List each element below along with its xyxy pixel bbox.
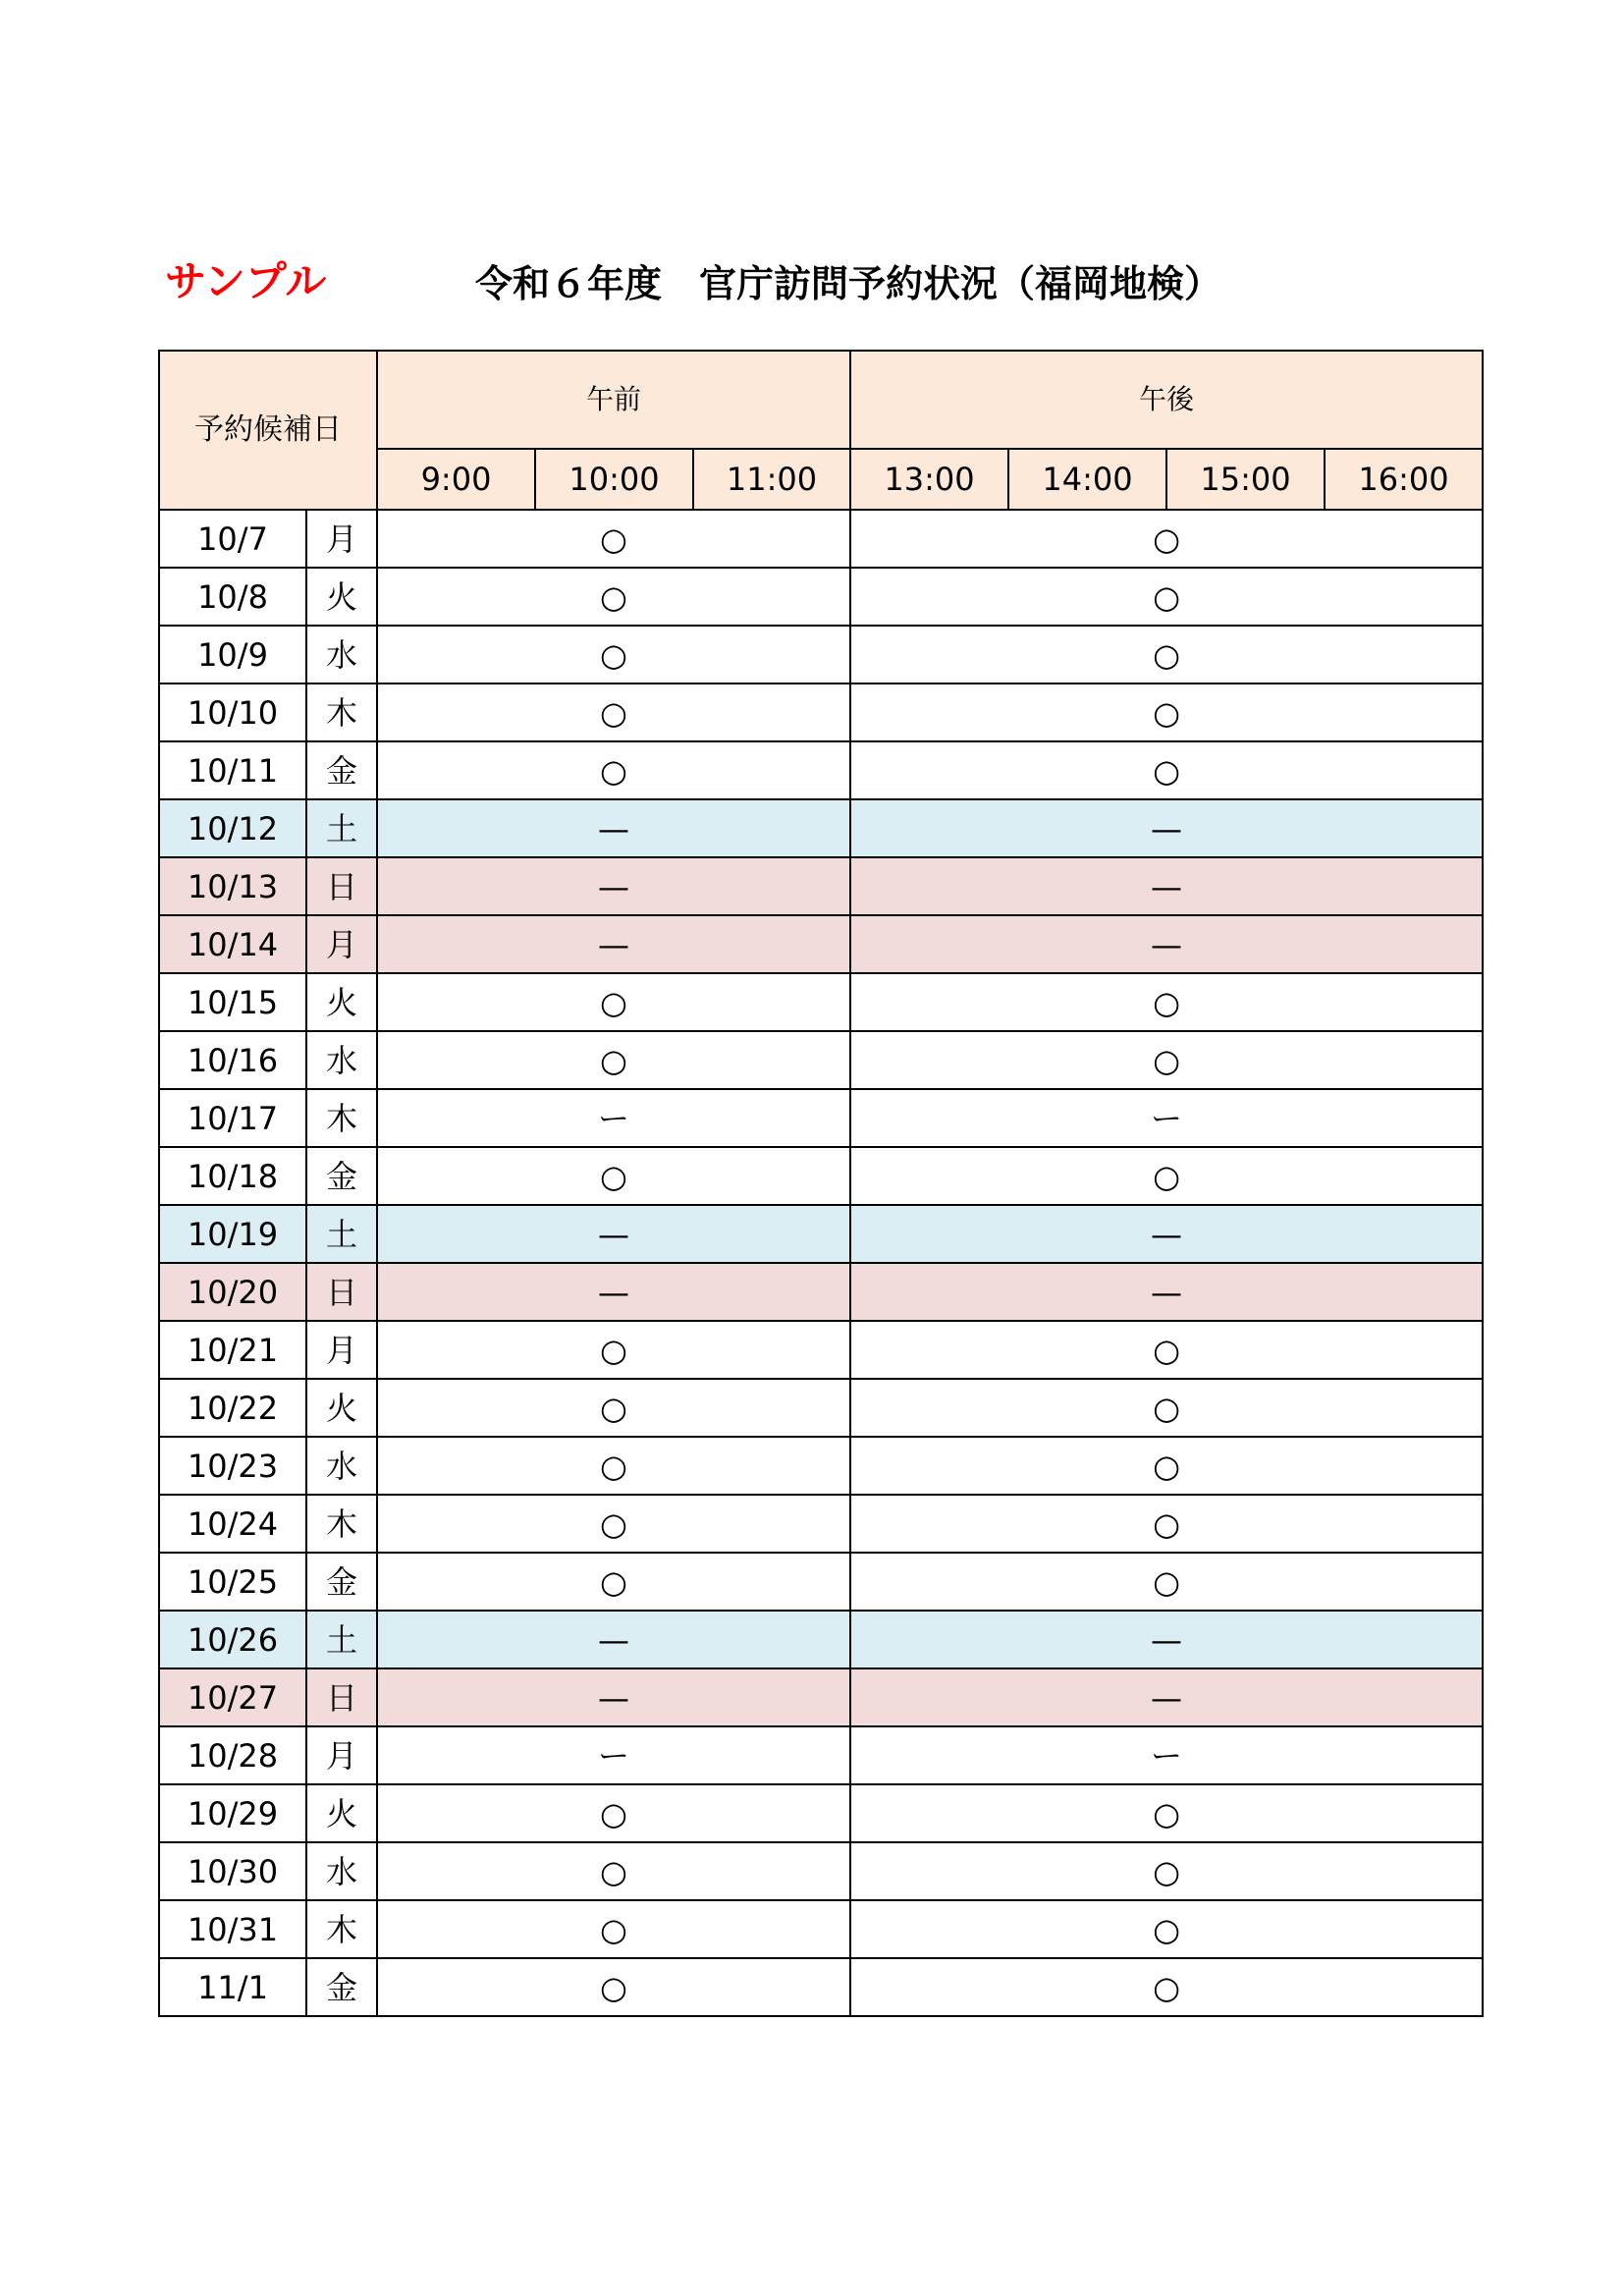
- weekday-cell: 日: [306, 1668, 377, 1726]
- date-cell: 10/13: [159, 857, 306, 915]
- afternoon-status-cell: ○: [850, 973, 1483, 1031]
- date-cell: 10/11: [159, 741, 306, 799]
- morning-status-cell: ○: [377, 1379, 850, 1437]
- table-row: [159, 683, 1483, 741]
- weekday-cell: 月: [306, 1726, 377, 1784]
- table-row: [159, 1611, 1483, 1668]
- date-cell: 10/25: [159, 1553, 306, 1611]
- weekday-cell: 水: [306, 1437, 377, 1495]
- afternoon-status-cell: ○: [850, 1553, 1483, 1611]
- table-row: [159, 510, 1483, 568]
- table-row: [159, 857, 1483, 915]
- weekday-cell: 月: [306, 510, 377, 568]
- date-cell: 10/14: [159, 915, 306, 973]
- table-row: [159, 1784, 1483, 1842]
- date-cell: 10/10: [159, 683, 306, 741]
- weekday-cell: 水: [306, 1031, 377, 1089]
- weekday-cell: 火: [306, 1784, 377, 1842]
- sample-label: サンプル: [165, 257, 327, 305]
- morning-status-cell: ○: [377, 1900, 850, 1958]
- date-cell: 10/19: [159, 1205, 306, 1263]
- date-cell: 10/8: [159, 568, 306, 626]
- afternoon-status-cell: —: [850, 799, 1483, 857]
- header-time-1600: 16:00: [1325, 449, 1483, 510]
- schedule-body: [159, 510, 1483, 2016]
- date-cell: 10/16: [159, 1031, 306, 1089]
- header-time-0900: 9:00: [377, 449, 535, 510]
- table-row: [159, 1958, 1483, 2016]
- date-cell: 10/24: [159, 1495, 306, 1553]
- afternoon-status-cell: ○: [850, 1495, 1483, 1553]
- table-row: [159, 973, 1483, 1031]
- afternoon-status-cell: ○: [850, 1379, 1483, 1437]
- weekday-cell: 火: [306, 973, 377, 1031]
- header-afternoon: 午後: [850, 351, 1483, 449]
- date-cell: 10/26: [159, 1611, 306, 1668]
- weekday-cell: 月: [306, 1321, 377, 1379]
- table-row: [159, 1842, 1483, 1900]
- afternoon-status-cell: —: [850, 1263, 1483, 1321]
- morning-status-cell: ー: [377, 1089, 850, 1147]
- afternoon-status-cell: ○: [850, 1900, 1483, 1958]
- table-row: [159, 1668, 1483, 1726]
- afternoon-status-cell: ○: [850, 741, 1483, 799]
- afternoon-status-cell: ○: [850, 1321, 1483, 1379]
- page-title: 令和６年度 官庁訪問予約状況（福岡地検）: [475, 262, 1222, 305]
- weekday-cell: 土: [306, 799, 377, 857]
- afternoon-status-cell: ○: [850, 1147, 1483, 1205]
- afternoon-status-cell: ○: [850, 626, 1483, 683]
- date-cell: 10/15: [159, 973, 306, 1031]
- date-cell: 10/28: [159, 1726, 306, 1784]
- date-cell: 10/17: [159, 1089, 306, 1147]
- weekday-cell: 金: [306, 1958, 377, 2016]
- afternoon-status-cell: ○: [850, 1437, 1483, 1495]
- table-row: [159, 1263, 1483, 1321]
- weekday-cell: 木: [306, 683, 377, 741]
- morning-status-cell: ○: [377, 1784, 850, 1842]
- weekday-cell: 火: [306, 568, 377, 626]
- header-time-1300: 13:00: [850, 449, 1008, 510]
- weekday-cell: 木: [306, 1495, 377, 1553]
- afternoon-status-cell: ○: [850, 1958, 1483, 2016]
- morning-status-cell: ○: [377, 1147, 850, 1205]
- date-cell: 10/7: [159, 510, 306, 568]
- header-time-1100: 11:00: [693, 449, 850, 510]
- morning-status-cell: —: [377, 857, 850, 915]
- morning-status-cell: ○: [377, 1495, 850, 1553]
- afternoon-status-cell: ー: [850, 1726, 1483, 1784]
- weekday-cell: 土: [306, 1611, 377, 1668]
- morning-status-cell: ○: [377, 626, 850, 683]
- table-row: [159, 1495, 1483, 1553]
- morning-status-cell: —: [377, 1668, 850, 1726]
- table-row: [159, 741, 1483, 799]
- weekday-cell: 水: [306, 626, 377, 683]
- morning-status-cell: ー: [377, 1726, 850, 1784]
- weekday-cell: 月: [306, 915, 377, 973]
- date-cell: 10/12: [159, 799, 306, 857]
- date-cell: 10/27: [159, 1668, 306, 1726]
- date-cell: 10/9: [159, 626, 306, 683]
- table-row: [159, 1089, 1483, 1147]
- header-time-1400: 14:00: [1008, 449, 1166, 510]
- afternoon-status-cell: —: [850, 915, 1483, 973]
- morning-status-cell: ○: [377, 1958, 850, 2016]
- header-morning: 午前: [377, 351, 850, 449]
- morning-status-cell: ○: [377, 510, 850, 568]
- morning-status-cell: ○: [377, 741, 850, 799]
- weekday-cell: 金: [306, 1553, 377, 1611]
- morning-status-cell: ○: [377, 1437, 850, 1495]
- morning-status-cell: ○: [377, 1031, 850, 1089]
- date-cell: 10/29: [159, 1784, 306, 1842]
- morning-status-cell: —: [377, 1611, 850, 1668]
- afternoon-status-cell: —: [850, 1205, 1483, 1263]
- table-row: [159, 1553, 1483, 1611]
- weekday-cell: 木: [306, 1089, 377, 1147]
- table-row: [159, 568, 1483, 626]
- header-time-1000: 10:00: [535, 449, 693, 510]
- date-cell: 11/1: [159, 1958, 306, 2016]
- table-row: [159, 1379, 1483, 1437]
- afternoon-status-cell: —: [850, 857, 1483, 915]
- weekday-cell: 金: [306, 1147, 377, 1205]
- table-row: [159, 1900, 1483, 1958]
- weekday-cell: 金: [306, 741, 377, 799]
- morning-status-cell: ○: [377, 1842, 850, 1900]
- morning-status-cell: —: [377, 1205, 850, 1263]
- afternoon-status-cell: —: [850, 1611, 1483, 1668]
- table-row: [159, 1437, 1483, 1495]
- weekday-cell: 木: [306, 1900, 377, 1958]
- date-cell: 10/22: [159, 1379, 306, 1437]
- weekday-cell: 日: [306, 1263, 377, 1321]
- date-cell: 10/30: [159, 1842, 306, 1900]
- reservation-table: [158, 350, 1484, 2017]
- afternoon-status-cell: ー: [850, 1089, 1483, 1147]
- table-row: [159, 1726, 1483, 1784]
- table-row: [159, 915, 1483, 973]
- table-row: [159, 626, 1483, 683]
- afternoon-status-cell: ○: [850, 1842, 1483, 1900]
- afternoon-status-cell: —: [850, 1668, 1483, 1726]
- header-date-label: 予約候補日: [159, 351, 377, 510]
- table-row: [159, 1321, 1483, 1379]
- afternoon-status-cell: ○: [850, 1031, 1483, 1089]
- morning-status-cell: ○: [377, 683, 850, 741]
- header-time-1500: 15:00: [1166, 449, 1325, 510]
- afternoon-status-cell: ○: [850, 568, 1483, 626]
- table-row: [159, 1205, 1483, 1263]
- table-row: [159, 799, 1483, 857]
- weekday-cell: 日: [306, 857, 377, 915]
- morning-status-cell: ○: [377, 1553, 850, 1611]
- afternoon-status-cell: ○: [850, 1784, 1483, 1842]
- table-row: [159, 1031, 1483, 1089]
- weekday-cell: 水: [306, 1842, 377, 1900]
- afternoon-status-cell: ○: [850, 510, 1483, 568]
- table-row: [159, 1147, 1483, 1205]
- morning-status-cell: ○: [377, 568, 850, 626]
- date-cell: 10/23: [159, 1437, 306, 1495]
- morning-status-cell: ○: [377, 973, 850, 1031]
- weekday-cell: 火: [306, 1379, 377, 1437]
- morning-status-cell: ○: [377, 1321, 850, 1379]
- morning-status-cell: —: [377, 1263, 850, 1321]
- date-cell: 10/18: [159, 1147, 306, 1205]
- afternoon-status-cell: ○: [850, 683, 1483, 741]
- date-cell: 10/21: [159, 1321, 306, 1379]
- morning-status-cell: —: [377, 915, 850, 973]
- date-cell: 10/20: [159, 1263, 306, 1321]
- weekday-cell: 土: [306, 1205, 377, 1263]
- morning-status-cell: —: [377, 799, 850, 857]
- date-cell: 10/31: [159, 1900, 306, 1958]
